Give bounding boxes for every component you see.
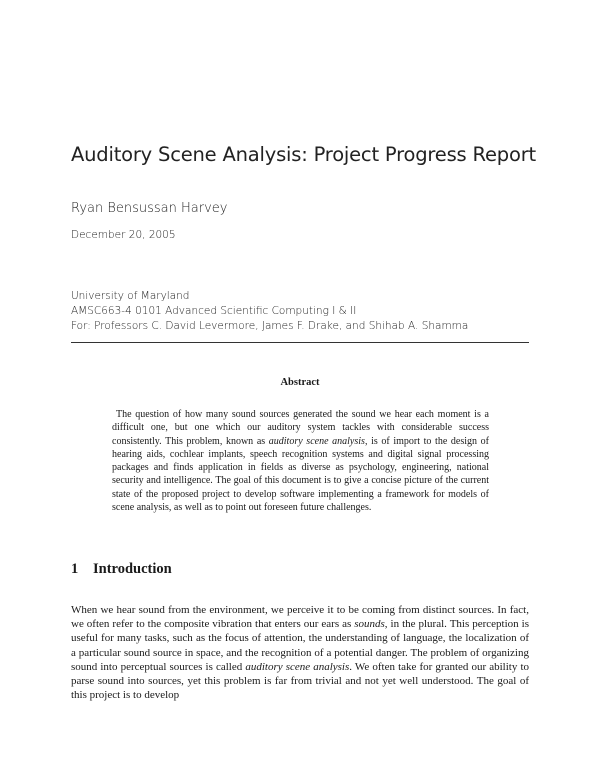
abstract-text-part: The question of how many sound sources generated the sound we hear each moment is a difficult one, but one which our auditory system tackles with considerable success consistently. This problem, known as: [112, 409, 489, 447]
affiliation-block: [71, 289, 468, 334]
affiliation-university: University of Maryland: [71, 290, 190, 302]
intro-text-part: . We often take for granted our ability to parse sound into sources, yet this problem is far from trivial and not yet well understood. The goal of this project is to develop: [71, 660, 529, 702]
affiliation-course: AMSC663-4 0101 Advanced Scientific Computing I & II: [71, 305, 357, 317]
intro-text-part: When we hear sound from the environment, we perceive it to be coming from distinct sources. In fact, we often refer to the composite vibration that enters our ears as: [71, 604, 529, 631]
intro-text-part: , in the plural. This perception is useful for many tasks, such as the focus of attention, the understanding of language, the localization of a particular sound source in space, and the recognition of a potential danger. The problem of organizing sound into perceptual sources is called: [71, 618, 529, 673]
abstract-term: auditory scene analysis: [268, 435, 365, 447]
title-divider: [71, 342, 529, 343]
section-title: Introduction: [93, 561, 172, 577]
abstract-heading: Abstract: [280, 377, 320, 388]
section-heading: [71, 561, 172, 578]
author-name: Ryan Bensussan Harvey: [71, 201, 228, 216]
paper-date: December 20, 2005: [71, 229, 176, 241]
abstract-text: [112, 408, 489, 514]
abstract-text-part: , is of import to the design of hearing aids, cochlear implants, speech recognition systems and digital signal processing packages and finds application in fields as diverse as psychology, engineering, national security and intelligence. The goal of this document is to give a concise picture of the current state of the proposed project to develop software implementing a framework for models of scene analysis, as well as to point out foreseen future challenges.: [112, 435, 489, 514]
section-number: 1: [71, 561, 79, 577]
introduction-text: [71, 603, 529, 702]
intro-term: auditory scene analysis: [245, 660, 350, 673]
affiliation-professors: For: Professors C. David Levermore, James F. Drake, and Shihab A. Shamma: [71, 320, 469, 332]
paper-title: Auditory Scene Analysis: Project Progress Report: [71, 143, 536, 166]
intro-term: sounds: [354, 618, 385, 631]
